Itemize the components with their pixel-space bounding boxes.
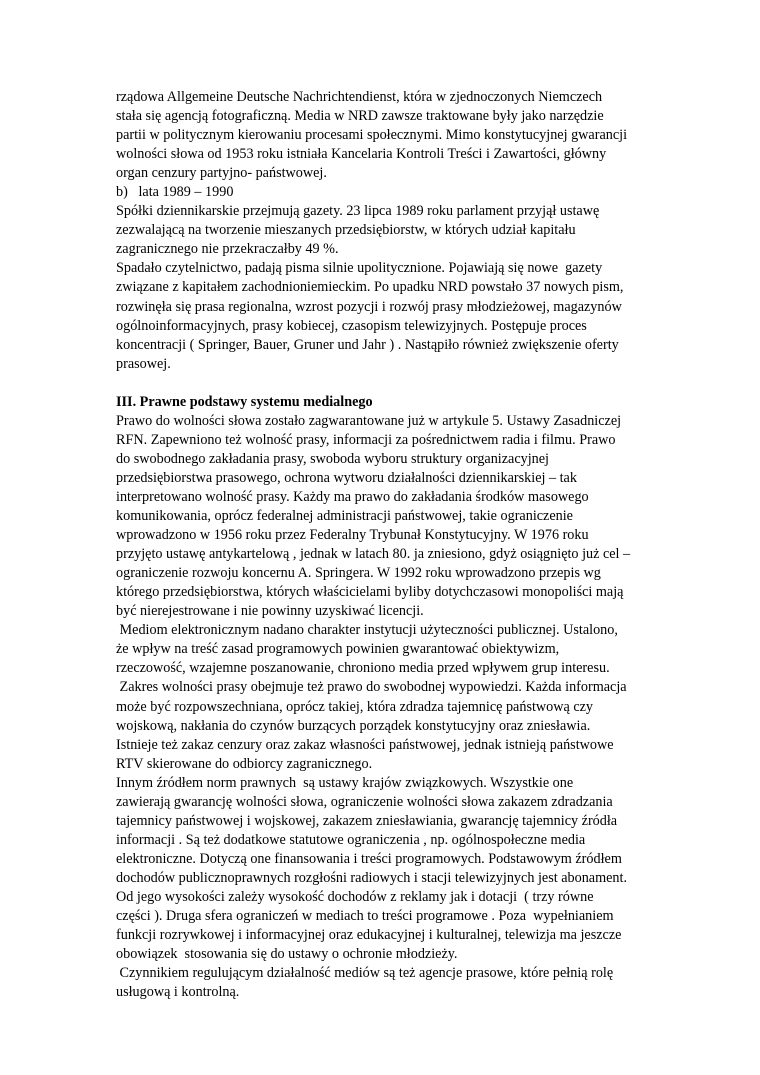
text-line: Mediom elektronicznym nadano charakter instytucji użyteczności publicznej. Ustalono, (116, 622, 618, 639)
text-line: partii w politycznym kierowaniu procesami społecznymi. Mimo konstytucyjnej gwarancji (116, 127, 628, 144)
text-line: Spółki dziennikarskie przejmują gazety. 23 lipca 1989 roku parlament przyjął ustawę (116, 203, 600, 220)
document-body (116, 88, 676, 1002)
section-ii-continuation (116, 88, 676, 374)
text-line: organ cenzury partyjno- państwowej. (116, 165, 327, 182)
text-line: rozwinęła się prasa regionalna, wzrost pozycji i rozwój prasy młodzieżowej, magazynów (116, 298, 622, 315)
text-line: części ). Druga sfera ograniczeń w mediach to treści programowe . Poza wypełnianiem (116, 908, 614, 925)
text-line: informacji . Są też dodatkowe statutowe ograniczenia , np. ogólnospołeczne media (116, 831, 586, 848)
text-line: Prawo do wolności słowa zostało zagwarantowane już w artykule 5. Ustawy Zasadniczej (116, 412, 622, 429)
text-line: Od jego wysokości zależy wysokość dochodów z reklamy jak i dotacji ( trzy równe (116, 888, 594, 905)
text-line: przyjęto ustawę antykartelową , jednak w latach 80. ja zniesiono, gdyż osiągnięto już cel – (116, 546, 631, 563)
text-line: ograniczenie rozwoju koncernu A. Springera. W 1992 roku wprowadzono przepis wg (116, 565, 601, 582)
text-line: koncentracji ( Springer, Bauer, Gruner und Jahr ) . Nastąpiło również zwiększenie oferty (116, 336, 619, 353)
text-line: tajemnicy państwowej i wojskowej, zakazem zniesławiania, gwarancję tajemnicy źródła (116, 812, 618, 829)
text-line: że wpływ na treść zasad programowych powinien gwarantować obiektywizm, (116, 641, 560, 658)
text-line: Spadało czytelnictwo, padają pisma silnie upolitycznione. Pojawiają się nowe gazety (116, 260, 603, 277)
text-line: rządowa Allgemeine Deutsche Nachrichtendienst, która w zjednoczonych Niemczech (116, 89, 603, 105)
text-line: Zakres wolności prasy obejmuje też prawo do swobodnej wypowiedzi. Każda informacja (116, 679, 627, 696)
text-line: stała się agencją fotograficzną. Media w NRD zawsze traktowane były jako narzędzie (116, 108, 604, 125)
text-line: może być rozpowszechniana, oprócz takiej, która zdradza tajemnicę państwową czy (116, 698, 594, 715)
section-heading: III. Prawne podstawy systemu medialnego (116, 393, 373, 410)
text-line: którego przedsiębiorstwa, których właścicielami byliby dotychczasowi monopoliści mają (116, 584, 624, 601)
section-iii-body (116, 412, 676, 1002)
text-line: elektroniczne. Dotyczą one finansowania i treści programowych. Podstawowym źródłem (116, 850, 622, 867)
text-line: obowiązek stosowania się do ustawy o ochronie młodzieży. (116, 946, 458, 963)
text-line: do swobodnego zakładania prasy, swoboda wyboru struktury organizacyjnej (116, 450, 550, 467)
text-line: dochodów publicznoprawnych rozgłośni radiowych i stacji telewizyjnych jest abonament. (116, 869, 627, 886)
text-line: przedsiębiorstwa prasowego, ochrona wytworu działalności dziennikarskiej – tak (116, 469, 577, 486)
text-line: rzeczowość, wzajemne poszanowanie, chroniono media przed wpływem grup interesu. (116, 660, 610, 677)
text-line: b) lata 1989 – 1990 (116, 184, 234, 201)
text-line: zezwalającą na tworzenie mieszanych przedsiębiorstw, w których udział kapitału (116, 222, 576, 239)
text-line: być nierejestrowane i nie powinny uzyskiwać licencji. (116, 603, 424, 620)
text-line: zawierają gwarancję wolności słowa, ograniczenie wolności słowa zakazem zdradzania (116, 793, 613, 810)
text-line: Istnieje też zakaz cenzury oraz zakaz własności państwowej, jednak istnieją państwowe (116, 736, 614, 753)
text-line: funkcji rozrywkowej i informacyjnej oraz edukacyjnej i kulturalnej, telewizja ma jeszcze (116, 927, 622, 944)
text-line: prasowej. (116, 355, 171, 372)
text-line: ogólnoinformacyjnych, prasy kobiecej, czasopism telewizyjnych. Postępuje proces (116, 317, 587, 334)
text-line: wojskową, nakłania do czynów burzących porządek konstytucyjny oraz zniesławia. (116, 717, 591, 734)
text-line: związane z kapitałem zachodnioniemieckim. Po upadku NRD powstało 37 nowych pism, (116, 279, 624, 296)
text-line: wolności słowa od 1953 roku istniała Kancelaria Kontroli Treści i Zawartości, główny (116, 146, 607, 163)
text-line: Czynnikiem regulującym działalność mediów są też agencje prasowe, które pełnią rolę (116, 965, 614, 982)
text-line: wprowadzono w 1956 roku przez Federalny Trybunał Konstytucyjny. W 1976 roku (116, 527, 589, 544)
text-line: RFN. Zapewniono też wolność prasy, informacji za pośrednictwem radia i filmu. Prawo (116, 431, 616, 448)
text-line: komunikowania, oprócz federalnej administracji państwowej, takie ograniczenie (116, 508, 573, 525)
blank-line (116, 374, 676, 393)
text-line: usługową i kontrolną. (116, 984, 240, 1001)
text-line: Innym źródłem norm prawnych są ustawy krajów związkowych. Wszystkie one (116, 774, 574, 791)
text-line: RTV skierowane do odbiorcy zagranicznego. (116, 755, 373, 772)
text-line: zagranicznego nie przekraczałby 49 %. (116, 241, 339, 258)
text-line: interpretowano wolność prasy. Każdy ma prawo do zakładania środków masowego (116, 488, 589, 505)
